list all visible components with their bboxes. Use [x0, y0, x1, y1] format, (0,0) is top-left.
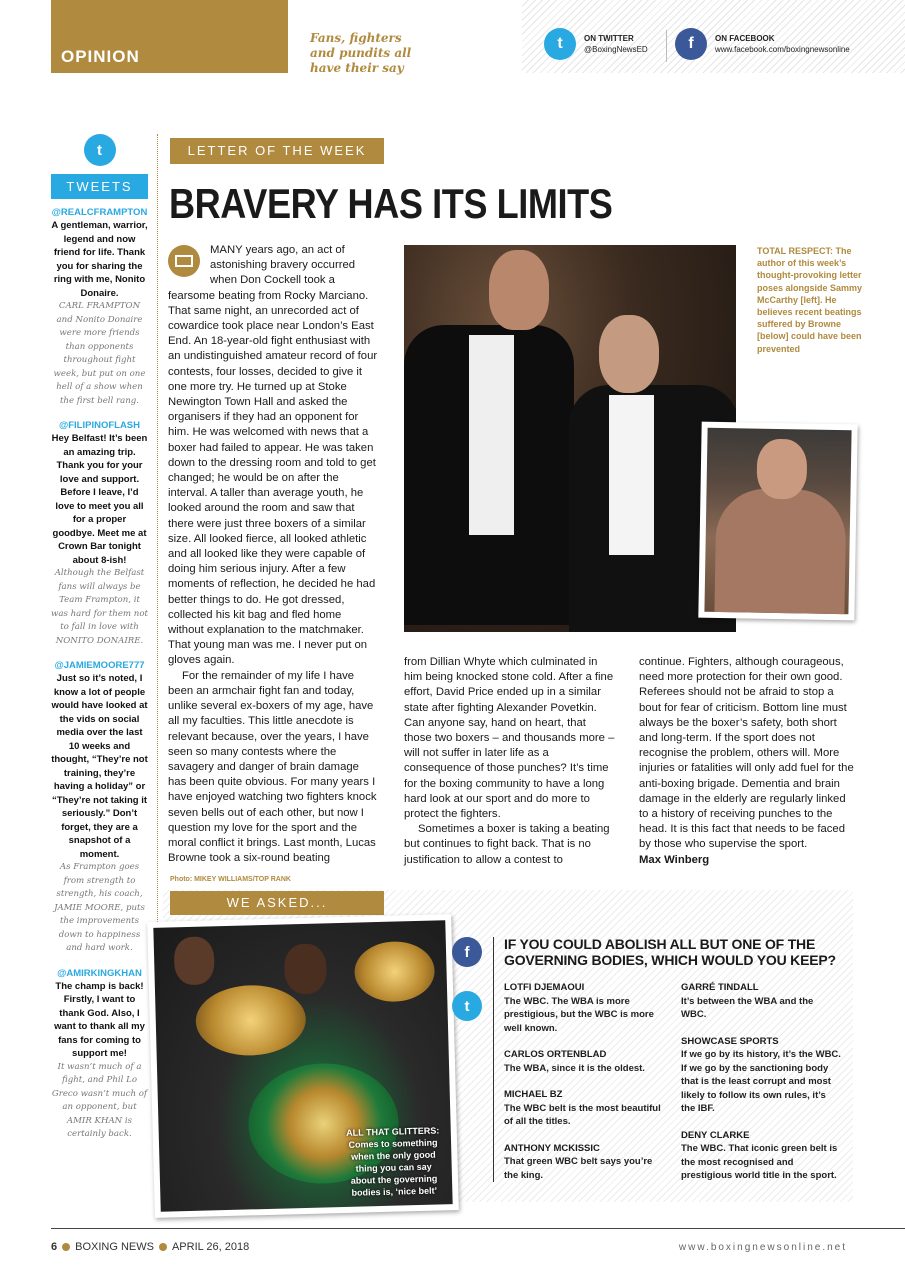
- answer-text: That green WBC belt says you’re the king.: [504, 1156, 653, 1181]
- poll-question: IF YOU COULD ABOLISH ALL BUT ONE OF THE GOVERNING BODIES, WHICH WOULD YOU KEEP?: [504, 936, 836, 968]
- answers-left: [504, 981, 664, 1195]
- answer: [504, 1088, 664, 1129]
- answer-name: ANTHONY MCKISSIC: [504, 1142, 600, 1154]
- twitter-promo[interactable]: [544, 28, 648, 60]
- tweet-body: The champ is back! Firstly, I want to thank God. Also, I want to thank all my fans for coming to support me!: [54, 980, 145, 1059]
- page-number: 6: [51, 1241, 58, 1253]
- letter-column-3: [639, 655, 857, 868]
- photo-caption: TOTAL RESPECT: The author of this week’s thought-provoking letter poses alongside Sammy McCarthy [left]. He believes recent beatings suffered by Browne [below] could have been prevented: [757, 246, 863, 354]
- issue-date: APRIL 26, 2018: [171, 1241, 250, 1253]
- social-bar: [522, 0, 905, 73]
- bullet-icon: [159, 1243, 167, 1251]
- twitter-handle[interactable]: @BoxingNewsED: [584, 45, 648, 54]
- tweet-body: A gentleman, warrior, legend and now friend for life. Thank you for sharing the ring with me, Nonito Donaire.: [51, 220, 148, 299]
- answer-text: The WBC belt is the most beautiful of all the titles.: [504, 1102, 661, 1127]
- belt-photo: [147, 914, 459, 1218]
- section-tagline: Fans, fighters and pundits all have their say: [310, 31, 412, 75]
- answer-name: GARRÉ TINDALL: [681, 982, 759, 993]
- twitter-icon: t: [544, 28, 576, 60]
- section-banner: [51, 0, 288, 73]
- website-link[interactable]: www.boxingnewsonline.net: [678, 1242, 847, 1253]
- twitter-icon: t: [84, 134, 116, 166]
- facebook-promo[interactable]: [675, 28, 850, 60]
- facebook-icon[interactable]: f: [452, 937, 482, 967]
- answer-text: The WBC. The WBA is more prestigious, but the WBC is more well known.: [504, 995, 654, 1034]
- answer: [681, 1129, 841, 1183]
- tweet-note: As Frampton goes from strength to strength, his coach, JAMIE MOORE, puts the improvements down to happiness and hard work.: [54, 862, 145, 953]
- letter-paragraph: continue. Fighters, although courageous, need more protection for their own good. Referees should not be afraid to stop a bout for fear of criticism. Bottom line must always be the boxer’s safety, both short and long-term. If the sport does not recognise the problem, others will. More injuries or fatalities will only add fuel for the anti-boxing brigade. Dementia and brain damage in the elderly are regularly linked to a history of receiving punches to the head. It is this fact that needs to be faced by those who supervise the sport.: [639, 656, 854, 851]
- letter-label: LETTER OF THE WEEK: [170, 138, 384, 164]
- tweet-handle[interactable]: @JAMIEMOORE777: [54, 660, 145, 671]
- twitter-label: ON TWITTER: [584, 34, 634, 43]
- answer-text: If we go by its history, it’s the WBC. If we go by the sanctioning body that is the least corrupt and most likely to follow its own rules, it’s the IBF.: [681, 1049, 841, 1114]
- answer: [681, 1035, 841, 1116]
- tweet-handle[interactable]: @REALCFRAMPTON: [51, 207, 148, 218]
- twitter-icon[interactable]: t: [452, 991, 482, 1021]
- publication-name: BOXING NEWS: [75, 1241, 154, 1253]
- letter-paragraph: For the remainder of my life I have been an armchair fight fan and today, unlike several ex-boxers of my age, have all my faculties. This little anecdote is relevant because, over the years, I have seen so many contests where the savagery and danger of brain damage has been quite obvious. For many years I have enjoyed watching two fighters knock seven bells out of each other, but now I question my love for the sport and the moral conflict it brings. Last month, Lucas Browne took a six-round beating: [168, 669, 377, 865]
- answer: [504, 1048, 664, 1075]
- tweet-body: Hey Belfast! It’s been an amazing trip. Thank you for your love and support. Before I leave, I’d love to meet you all for a proper goodbye. Meet me at Crown Bar tonight about 8-ish!: [51, 433, 148, 566]
- tweet-note: Although the Belfast fans will always be Team Frampton, it was hard for them not to fall in love with NONITO DONAIRE.: [51, 568, 148, 646]
- answer: [504, 981, 664, 1035]
- headline: BRAVERY HAS ITS LIMITS: [169, 180, 613, 227]
- answer-text: It’s between the WBA and the WBC.: [681, 995, 814, 1020]
- answer-text: The WBC. That iconic green belt is the most recognised and prestigious world title in the sport.: [681, 1143, 838, 1181]
- we-asked-label: WE ASKED...: [170, 891, 384, 915]
- tweet: [51, 660, 148, 956]
- browne-photo: [698, 422, 857, 621]
- facebook-url[interactable]: www.facebook.com/boxingnewsonline: [715, 45, 850, 54]
- belt-photo-caption: ALL THAT GLITTERS: Comes to something when the only good thing you can say about the governing bodies is, ‘nice belt’: [346, 1125, 440, 1198]
- tweet-note: CARL FRAMPTON and Nonito Donaire were more friends than opponents throughout fight week, but put on one hell of a show when the first bell rang.: [53, 301, 146, 406]
- tweets-sidebar: [51, 134, 148, 1142]
- tweet-note: It wasn’t much of a fight, and Phil Lo Greco wasn’t much of an opponent, but AMIR KHAN is certainly back.: [51, 1061, 148, 1139]
- answer: [504, 1142, 664, 1183]
- answer-text: The WBA, since it is the oldest.: [504, 1062, 645, 1074]
- letter-signature: Max Winberg: [639, 853, 710, 866]
- tweet-body: Just so it’s noted, I know a lot of people would have looked at the vids on social media over the last 10 weeks and thought, “They’re not training, they’re having a holiday” or “They’re not taking it seriously.” Don’t forget, they are a snapshot of a moment.: [51, 673, 148, 860]
- letter-column-2: [404, 655, 616, 868]
- bullet-icon: [62, 1243, 70, 1251]
- envelope-icon: [168, 245, 200, 277]
- photo-credit: Photo: MIKEY WILLIAMS/TOP RANK: [170, 876, 291, 883]
- author-photo: [404, 245, 736, 632]
- answers-right: [681, 981, 841, 1196]
- section-title: OPINION: [61, 47, 140, 66]
- answer-name: CARLOS ORTENBLAD: [504, 1049, 607, 1060]
- letter-column-1: [168, 243, 380, 866]
- poll-divider: [493, 937, 494, 1182]
- answer-name: DENY CLARKE: [681, 1129, 750, 1141]
- letter-paragraph: Sometimes a boxer is taking a beating but continues to fight back. That is no justification to allow a contest to: [404, 823, 610, 866]
- answer: [681, 981, 841, 1022]
- facebook-icon: f: [675, 28, 707, 60]
- facebook-label: ON FACEBOOK: [715, 34, 775, 43]
- poll-social-icons: [452, 937, 482, 1045]
- footer-rule: [51, 1228, 905, 1229]
- answer-name: MICHAEL BZ: [504, 1089, 563, 1100]
- tweets-label: TWEETS: [51, 174, 148, 199]
- tweet: [51, 420, 148, 648]
- answer-name: LOTFI DJEMAOUI: [504, 982, 585, 993]
- letter-paragraph: MANY years ago, an act of astonishing bravery occurred when Don Cockell took a fearsome beating from Rocky Marciano. That same night, an unrecorded act of cowardice took place near London’s East End. An 18-year-old fight enthusiast with an undistinguished amateur record of four contests, four losses, decided to give it one more try. He turned up at Stoke Newington Town Hall and asked the organisers if they had an opponent for him. He was welcomed with news that a boxer had failed to appear. He was taken down to the dressing room and told to get changed; he would be on after the interval. A taller than average youth, he looked around the room and saw that there were just three boxers of a similar size. All looked fierce, all looked athletic and all looked like they were capable of doing him serious injury. After a few moments of reflection, he decided he had better things to do. He got dressed, collected his kit bag and fled home without explanation to the matchmaker. That young man was me. I never put on gloves again.: [168, 244, 378, 667]
- tweet-handle[interactable]: @AMIRKINGKHAN: [57, 967, 142, 979]
- answer-name: SHOWCASE SPORTS: [681, 1035, 779, 1047]
- tweet-handle[interactable]: @FILIPINOFLASH: [58, 420, 141, 431]
- social-divider: [666, 30, 667, 62]
- tweet: [51, 207, 148, 408]
- letter-paragraph: from Dillian Whyte which culminated in him being knocked stone cold. After a fine effort, David Price ended up in a similar state after fighting Alexander Povetkin. Can anyone say, hand on heart, that those two boxers – and thousands more – will not suffer in later life as a consequence of those punches? It’s time for the boxing community to have a long hard look at our sport and do more to protect the fighters.: [404, 656, 615, 821]
- footer-folio: [51, 1241, 249, 1253]
- tweet: [51, 968, 148, 1142]
